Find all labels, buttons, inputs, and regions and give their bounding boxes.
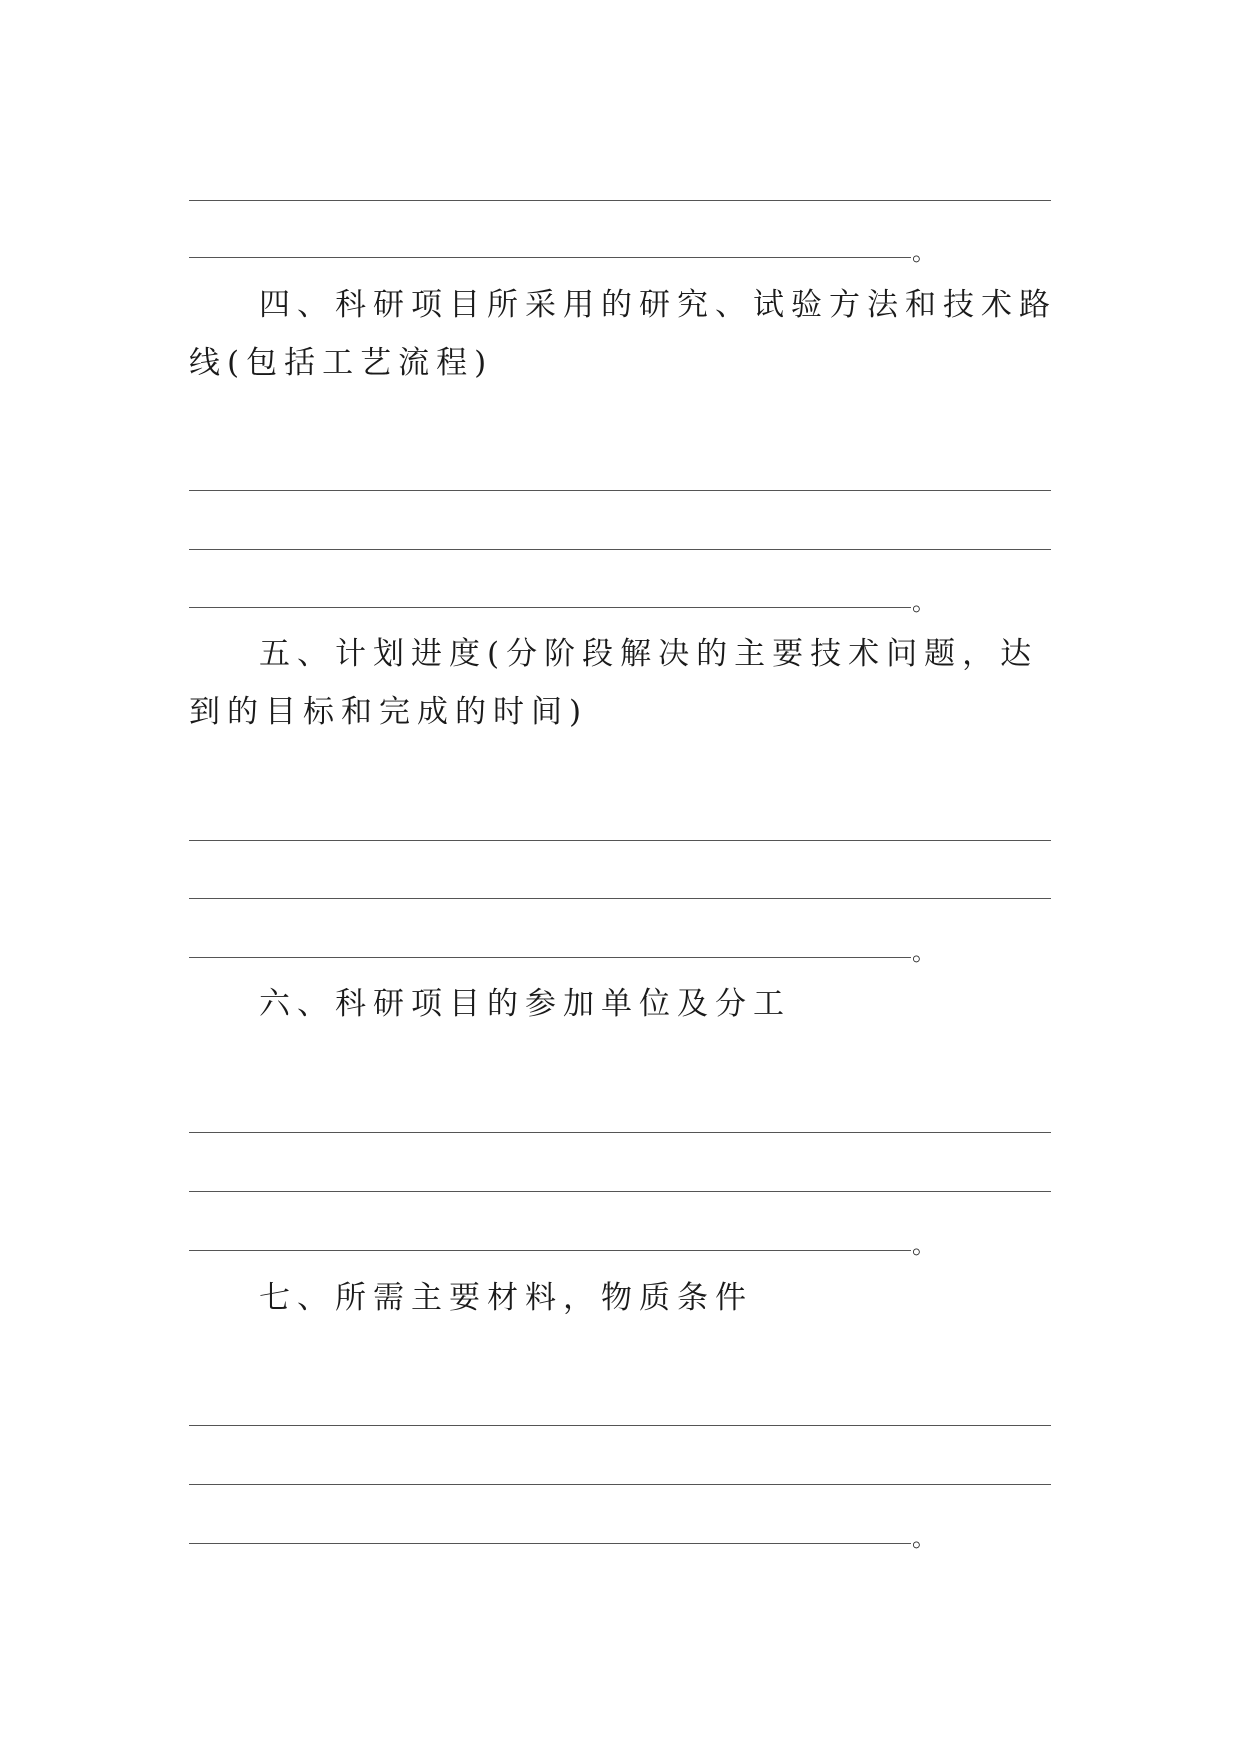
blank-end-mark: 。 [912,238,936,266]
section-heading-5: 五、计划进度(分阶段解决的主要技术问题，达到的目标和完成的时间) [189,636,1039,730]
section-heading-4: 四、科研项目所采用的研究、试验方法和技术路线(包括工艺流程) [189,287,1057,381]
blank-line[interactable] [189,1132,1051,1133]
blank-end-mark: 。 [912,588,936,616]
blank-line[interactable] [189,1425,1051,1426]
blank-line[interactable] [189,490,1051,491]
blank-end-mark: 。 [912,938,936,966]
blank-line[interactable] [189,1484,1051,1485]
blank-line[interactable] [189,1250,911,1251]
blank-end-mark: 。 [912,1524,936,1552]
blank-line[interactable] [189,257,911,258]
blank-line[interactable] [189,607,911,608]
section-heading-7: 七、所需主要材料，物质条件 [259,1280,753,1316]
blank-line[interactable] [189,549,1051,550]
blank-line[interactable] [189,200,1051,201]
section-heading-6: 六、科研项目的参加单位及分工 [259,986,791,1022]
blank-line[interactable] [189,898,1051,899]
blank-line[interactable] [189,1191,1051,1192]
blank-end-mark: 。 [912,1231,936,1259]
blank-line[interactable] [189,957,911,958]
blank-line[interactable] [189,840,1051,841]
blank-line[interactable] [189,1543,911,1544]
